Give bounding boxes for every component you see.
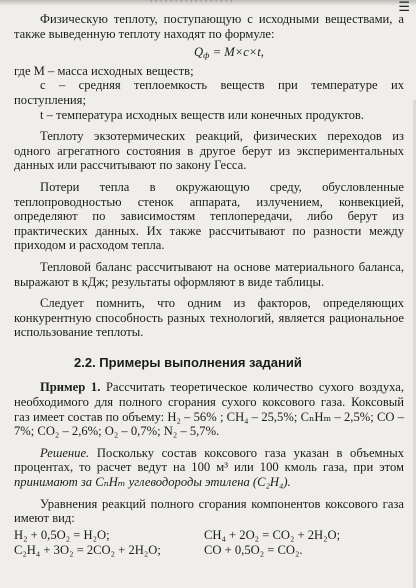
formula-lhs: Q	[194, 45, 204, 60]
example-paragraph	[14, 380, 404, 438]
example-text: Рассчитать теоретическое количество сухого воздуха, необходимого для полного сгорания сухого коксового газа. Коксовый газ имеет состав по объему: H₂ – 56% ; CH₄ – 25,5%; CₙHₘ – 2,5%; CO – 7%; CO₂ – 2,6%; O₂ – 0,7%; N₂ – 5,7%.	[14, 380, 404, 439]
equation: CO + 0,5O₂ = CO₂.	[204, 543, 303, 558]
paragraph-heat-balance: Тепловой баланс рассчитывают на основе материального баланса, выражают в кДж; результаты оформляют в виде таблицы.	[14, 259, 404, 289]
equation: C₂H₄ + 3O₂ = 2CO₂ + 2H₂O;	[14, 543, 161, 558]
heat-formula	[54, 45, 404, 60]
solution-italic: принимают за CₙHₘ углеводороды этилена (C₂H₄).	[14, 475, 291, 490]
equations-intro: Уравнения реакций полного сгорания компонентов коксового газа имеют вид:	[14, 496, 404, 526]
paragraph-heat-loss: Потери тепла в окружающую среду, обусловленные теплопроводностью стенок аппарата, излучением, конвекцией, определяют по зависимостям теплопередачи, либо берут из практических данных. Их также рассчитывают по разности между приходом и расходом тепла.	[14, 179, 404, 253]
paragraph-reaction-heat: Теплоту экзотермических реакций, физических переходов из одного агрегатного состояния в другое берут из экспериментальных данных или рассчитывают по закону Гесса.	[14, 129, 404, 173]
definition-c: c – средняя теплоемкость веществ при температуре их поступления;	[14, 78, 404, 107]
formula-rhs: = M×c×t,	[209, 45, 264, 60]
equation: CH₄ + 2O₂ = CO₂ + 2H₂O;	[204, 527, 341, 542]
page-text	[14, 12, 404, 558]
example-label: Пример 1.	[40, 380, 101, 395]
equations-table	[14, 528, 404, 558]
definition-t: t – температура исходных веществ или конечных продуктов.	[40, 107, 364, 122]
equation: H₂ + 0,5O₂ = H₂O;	[14, 527, 110, 542]
paragraph-physical-heat: Физическую теплоту, поступающую с исходными веществами, а также выведенную теплоту находят по формуле:	[14, 12, 404, 41]
solution-label: Решение.	[40, 445, 90, 460]
paragraph-rational-use: Следует помнить, что одним из факторов, определяющих конкурентную способность разных технологий, является рациональное использование теплоты.	[14, 296, 404, 340]
formula-subscript: ф	[203, 50, 210, 61]
running-header-fragment: · · · · · · · · · · · · · · · · ·	[150, 0, 233, 6]
solution-paragraph	[14, 446, 404, 490]
definition-m: где M – масса исходных веществ;	[14, 63, 194, 78]
solution-text: Поскольку состав коксового газа указан в объемных процентах, то расчет ведут на 100 м³ или 100 кмоль газа, при этом	[14, 445, 404, 475]
section-title: 2.2. Примеры выполнения заданий	[74, 354, 302, 370]
menu-icon[interactable]: ☰	[398, 0, 410, 15]
